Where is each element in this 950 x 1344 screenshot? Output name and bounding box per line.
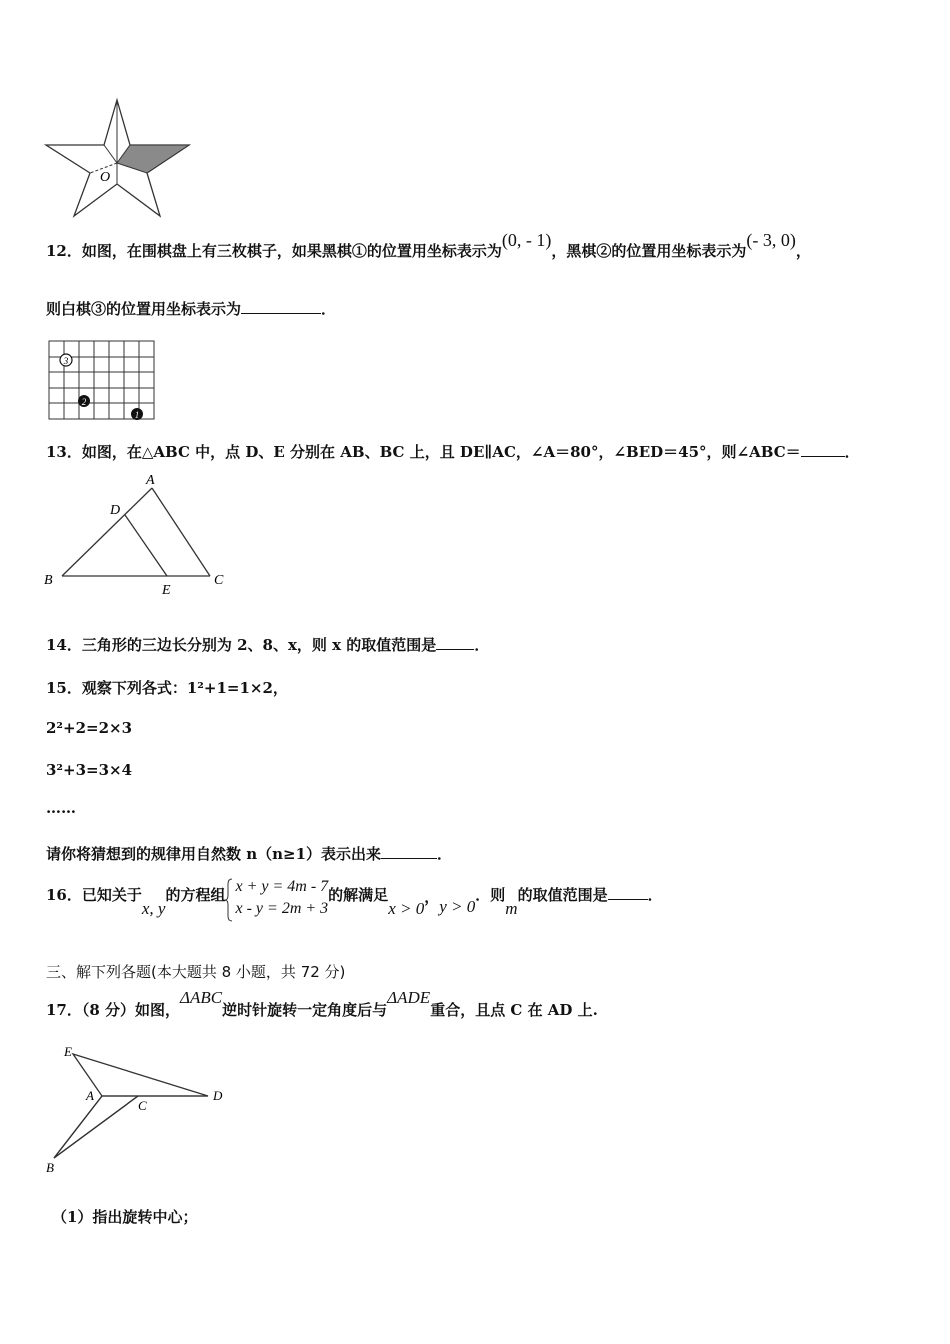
q13-answer-blank (801, 444, 845, 457)
rotation-label-c: C (138, 1098, 147, 1113)
q16-line (46, 876, 663, 920)
svg-text:1: 1 (134, 410, 140, 420)
q16-equation-system (225, 876, 328, 920)
q16-vars: x, y (141, 899, 166, 918)
q15-line2: 2²+2=2×3 (46, 719, 133, 737)
star-label-o: O (100, 170, 111, 185)
black-stone-2 (78, 395, 90, 407)
q12-text5: ． (321, 300, 337, 318)
q13-text: 13．如图，在△ABC 中，点 D、E 分别在 AB、BC 上，且 DE∥AC，∠A＝80°，∠BED＝45°，则∠ABC＝ (46, 443, 801, 461)
q15-ask-line (46, 843, 452, 864)
rotation-label-d: D (213, 1088, 223, 1103)
q14-text: 14．三角形的三边长分别为 2、8、x，则 x 的取值范围是 (46, 636, 437, 654)
rotation-label-e: E (64, 1044, 72, 1059)
q15-end: ． (437, 845, 453, 863)
section3-title: 三、解下列各题(本大题共 8 小题，共 72 分) (46, 963, 346, 981)
svg-text:3: 3 (63, 356, 69, 366)
q16-eq2: x - y = 2m + 3 (235, 900, 329, 917)
q16-text4: ．则 (475, 886, 506, 904)
q17-text3: 重合，且点 C 在 AD 上. (430, 1001, 598, 1019)
q15-intro: 15．观察下列各式：1²+1=1×2， (46, 679, 288, 697)
white-stone-3 (60, 354, 72, 366)
svg-text:2: 2 (81, 397, 87, 407)
q17-tri2: ΔADE (387, 988, 431, 1007)
q16-end: ． (647, 886, 663, 904)
q16-var-m: m (505, 899, 518, 918)
q15-ask: 请你将猜想到的规律用自然数 n（n≥1）表示出来 (46, 845, 382, 863)
q14-end: ． (474, 636, 490, 654)
q16-text5: 的取值范围是 (517, 886, 608, 904)
q17-line (46, 988, 598, 1020)
brace-icon (225, 878, 233, 922)
triangle-figure (40, 468, 240, 600)
q12-text1: 12．如图，在围棋盘上有三枚棋子，如果黑棋①的位置用坐标表示为 (46, 242, 502, 260)
q14-line (46, 634, 489, 655)
q16-sep: ， (424, 888, 440, 906)
q16-text1: 16．已知关于 (46, 886, 142, 904)
q16-answer-blank (608, 887, 648, 900)
q12-line1 (46, 230, 811, 261)
q17-text2: 逆时针旋转一定角度后与 (222, 1001, 388, 1019)
triangle-abc (54, 1096, 208, 1158)
q13-end: ． (844, 443, 860, 461)
go-board-figure (44, 336, 159, 424)
q12-answer-blank (241, 301, 321, 314)
q12-text2: ，黑棋②的位置用坐标表示为 (551, 242, 747, 260)
shaded-region (117, 145, 189, 173)
rotation-label-b: B (46, 1160, 54, 1175)
q17-text1: 17．（8 分）如图， (46, 1001, 181, 1019)
q15-line3: 3²+3=3×4 (46, 761, 133, 779)
rotation-label-a: A (86, 1088, 94, 1103)
q15-answer-blank (381, 846, 437, 859)
q14-answer-blank (436, 637, 474, 650)
q16-cond2: y > 0 (439, 897, 476, 916)
triangle-label-b: B (44, 573, 53, 588)
q17-tri1: ΔABC (180, 988, 223, 1007)
q13-line (46, 441, 860, 462)
q16-text2: 的方程组 (165, 886, 226, 904)
q16-cond1: x > 0 (388, 899, 425, 918)
q15-dots: …… (46, 799, 76, 817)
q17-sub1: （1）指出旋转中心； (52, 1208, 198, 1226)
rotation-figure (40, 1040, 240, 1175)
triangle-label-e: E (162, 583, 171, 598)
triangle-label-c: C (214, 573, 224, 588)
q16-eq1: x + y = 4m - 7 (235, 878, 329, 895)
q16-text3: 的解满足 (328, 886, 389, 904)
triangle-label-a: A (146, 473, 155, 488)
triangle-label-d: D (110, 503, 121, 518)
black-stone-1 (131, 408, 143, 420)
q12-coord1: (0, - 1) (501, 230, 552, 250)
q12-line2 (46, 298, 336, 319)
q12-text4: 则白棋③的位置用坐标表示为 (46, 300, 242, 318)
q12-coord2: (- 3, 0) (746, 230, 796, 250)
q12-text3: ， (795, 242, 811, 260)
star-figure (42, 96, 194, 221)
